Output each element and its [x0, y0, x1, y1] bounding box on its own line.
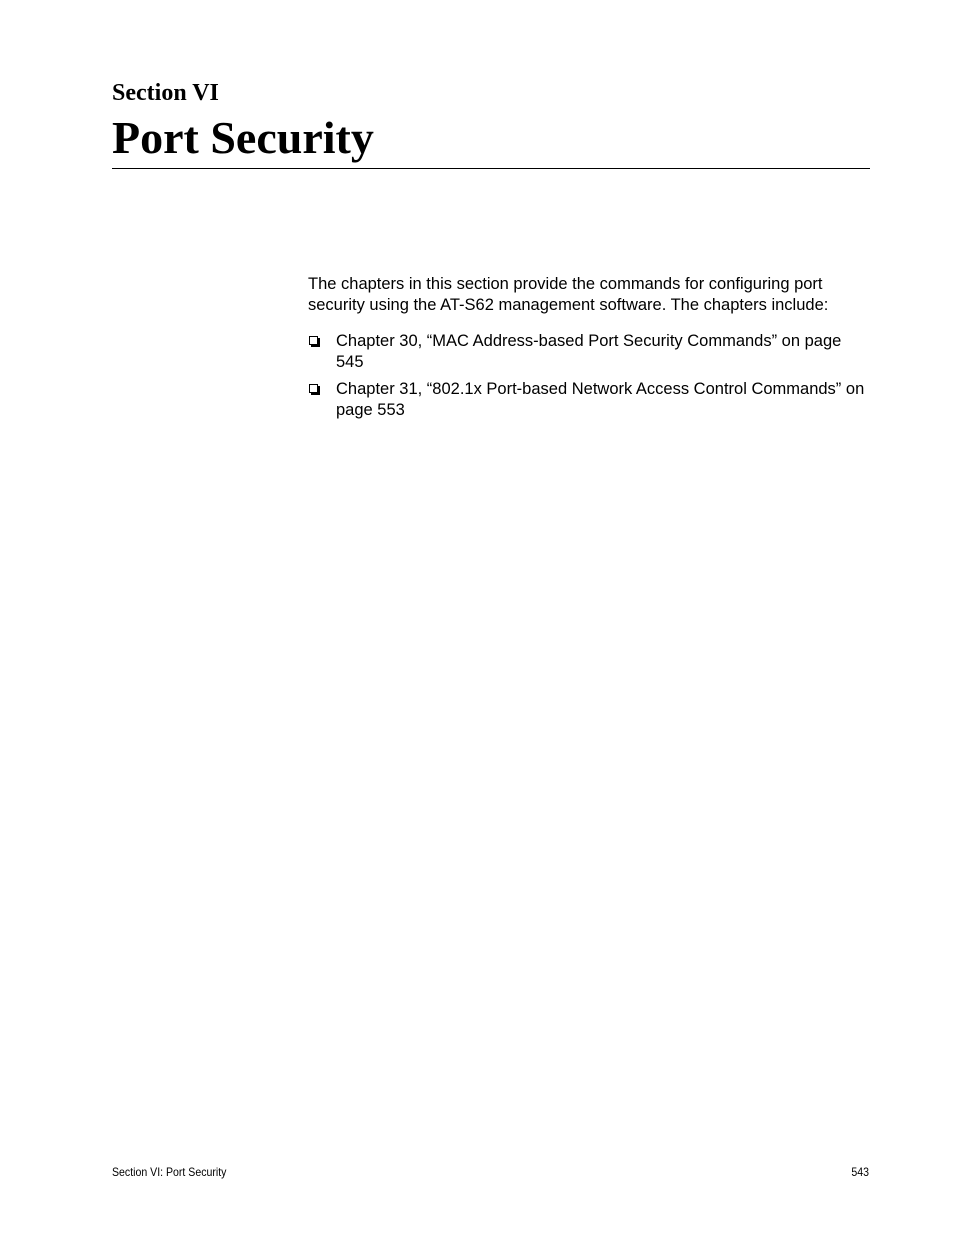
chapter-link-text[interactable]: Chapter 31, “802.1x Port-based Network Access Control Commands” on page 553 — [336, 380, 865, 419]
chapter-list — [308, 331, 873, 421]
title-divider — [112, 168, 870, 169]
list-item — [308, 331, 873, 373]
checkbox-bullet-icon — [309, 384, 320, 395]
footer-section-title: Section VI: Port Security — [112, 1165, 227, 1179]
page-title: Port Security — [112, 112, 374, 163]
footer-page-number: 543 — [851, 1165, 869, 1179]
chapter-link-text[interactable]: Chapter 30, “MAC Address-based Port Security Commands” on page 545 — [336, 332, 842, 371]
section-content — [308, 274, 873, 427]
section-label: Section VI — [112, 80, 219, 106]
list-item — [308, 379, 873, 421]
intro-paragraph: The chapters in this section provide the commands for configuring port security using the AT-S62 management software. The chapters include: — [308, 275, 829, 314]
checkbox-bullet-icon — [309, 336, 320, 347]
